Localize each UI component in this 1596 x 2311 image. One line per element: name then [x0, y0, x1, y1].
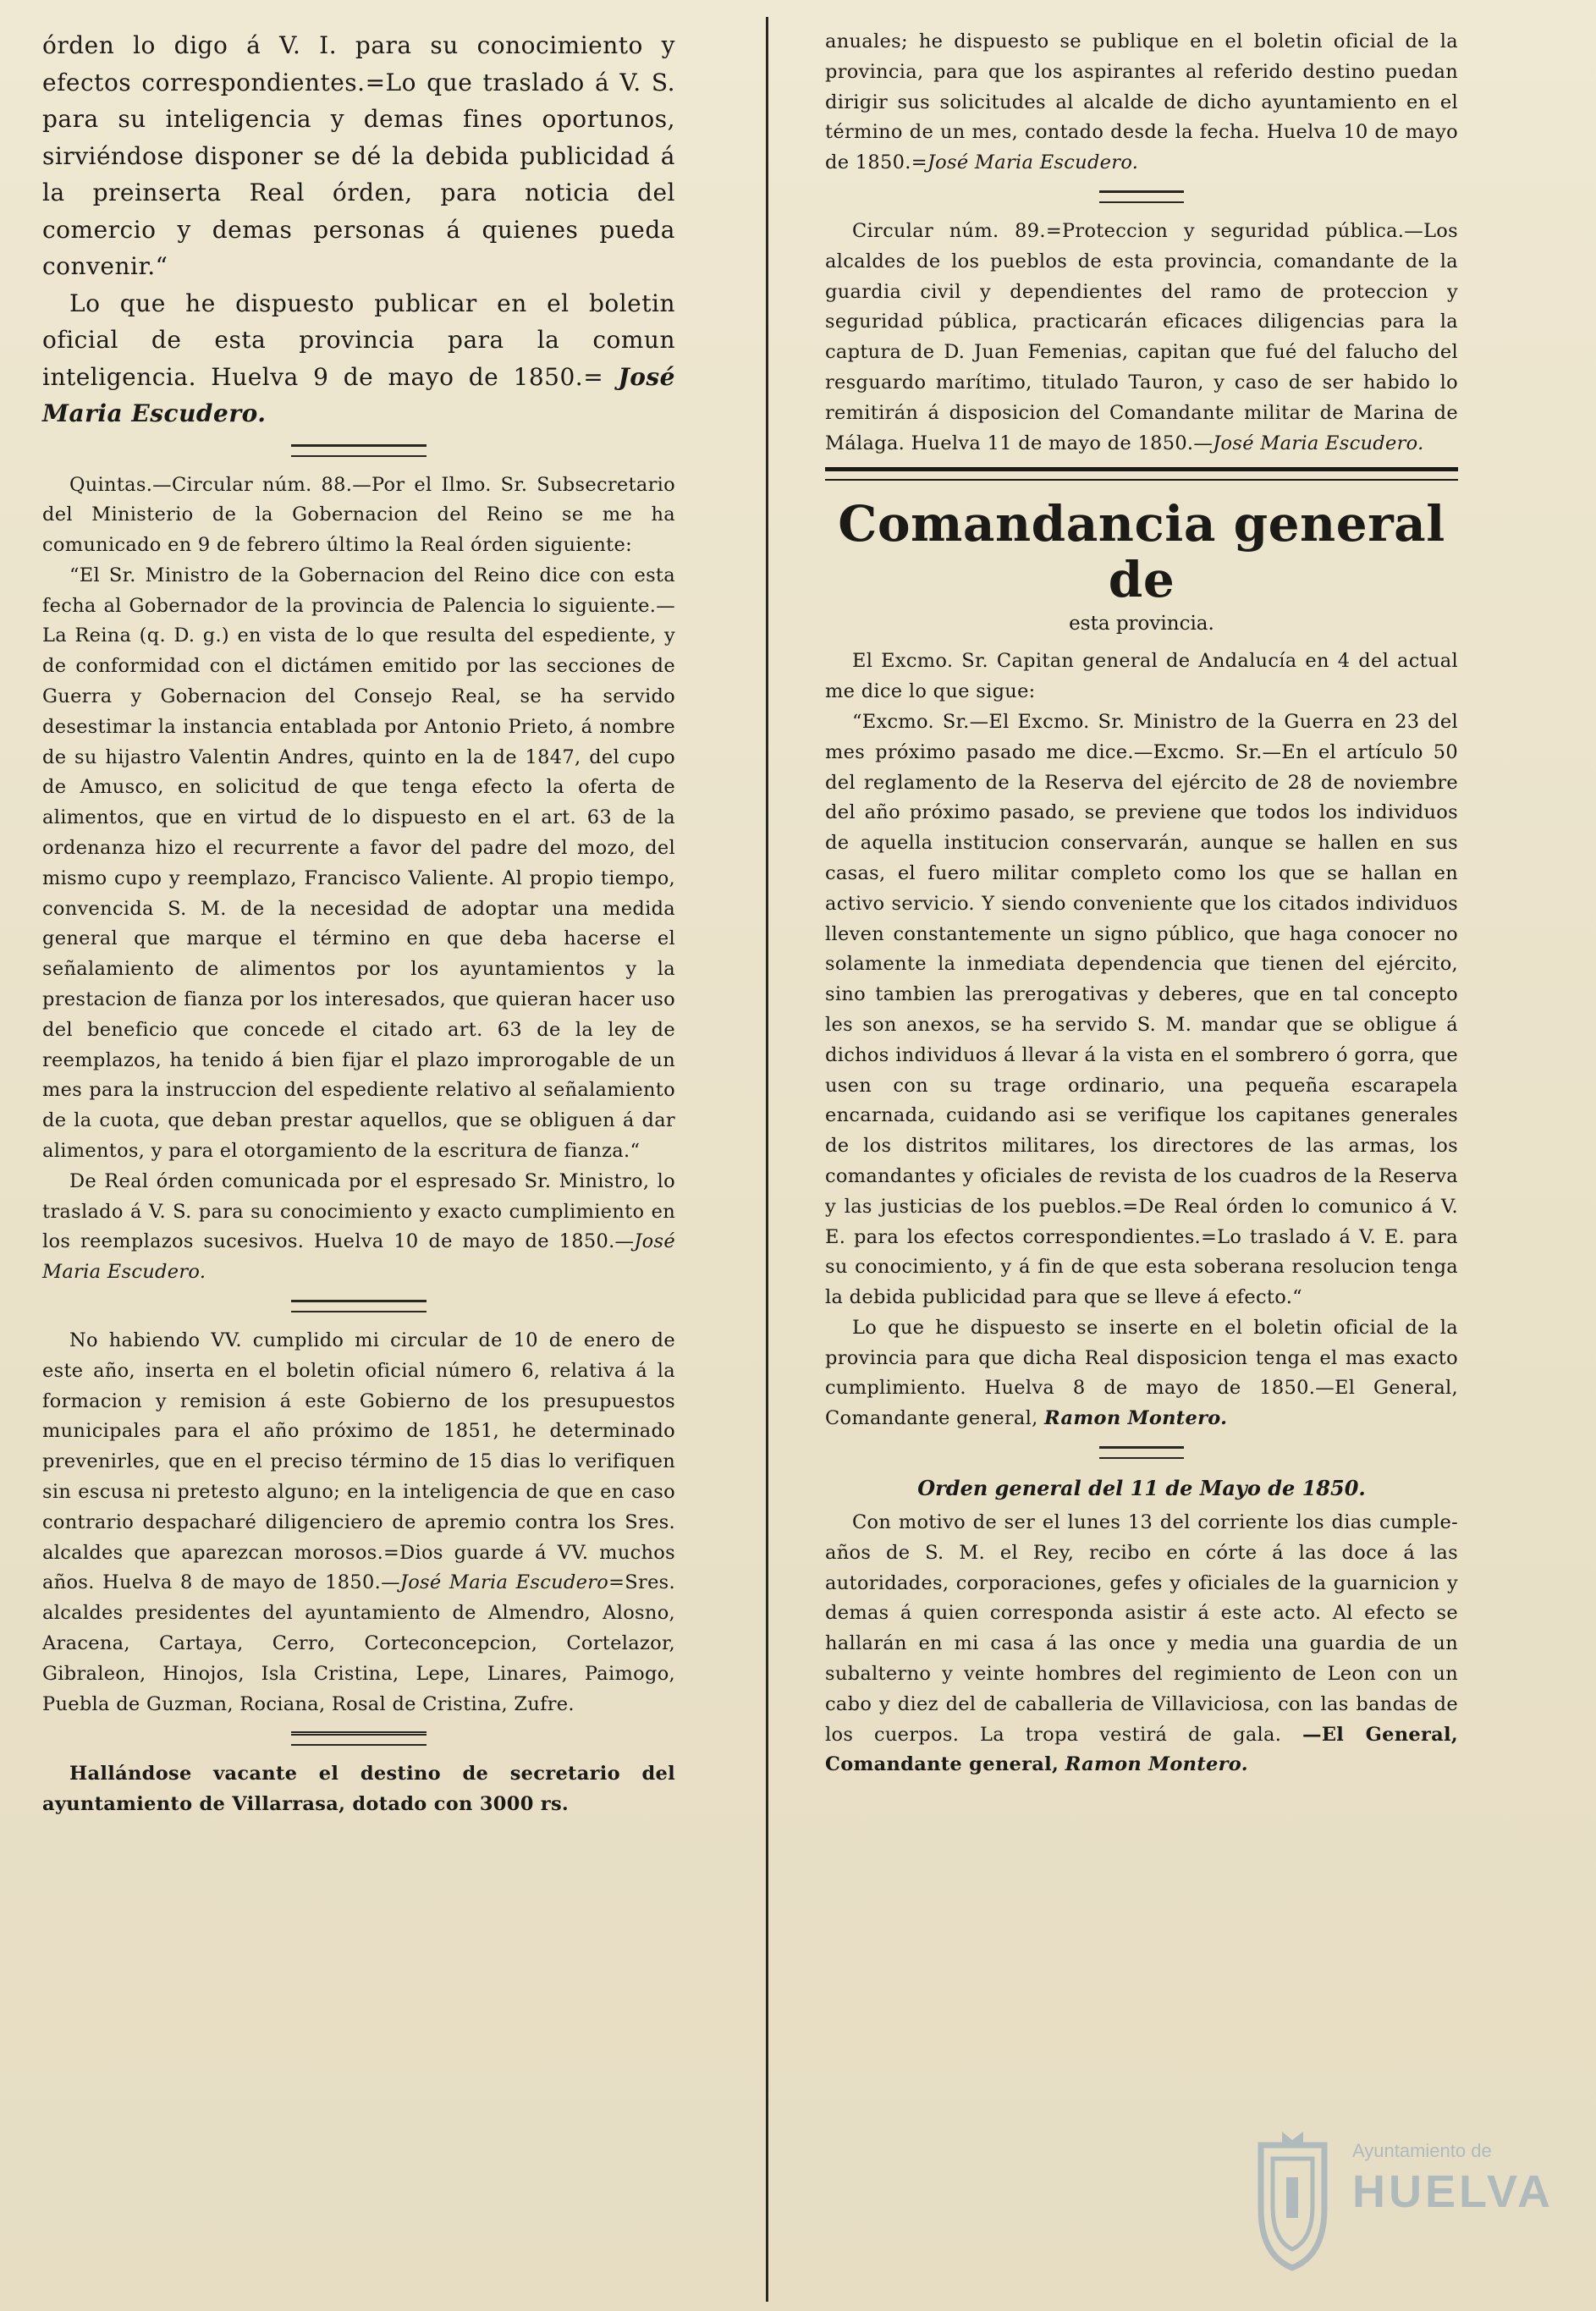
section-subheading: esta provincia.: [1069, 613, 1214, 636]
reserve-closing-text: Lo que he dispuesto se inserte en el boletin oficial de la provincia para que dicha Real disposicion tenga el mas exacto cumplimiento. Huelva 8 de mayo de 1850.—El General, Comandante general,: [825, 1316, 1458, 1430]
huelva-watermark: [1244, 2128, 1554, 2289]
column-divider: [766, 17, 768, 2302]
quintas-closing-text: De Real órden comunicada por el espresado Sr. Ministro, lo traslado á V. S. para su conocimiento y exacto cumplimiento en los reemplazos sucesivos. Huelva 10 de mayo de 1850.—: [42, 1169, 675, 1253]
circular-89: [825, 217, 1458, 459]
vacancy-notice-continuation: [825, 27, 1458, 179]
section-separator: [291, 444, 427, 457]
publication-notice-text: Lo que he dispuesto publicar en el boletin oficial de esta provincia para la comun inteligencia. Huelva 9 de mayo de 1850.=: [42, 289, 675, 391]
quintas-circular-intro: Quintas.—Circular núm. 88.—Por el Ilmo. Sr. Subsecretario del Ministerio de la Gobernacion del Reino se me ha comunicado en 9 de febrero último la Real órden siguiente:: [42, 473, 675, 557]
captain-general-intro: El Excmo. Sr. Capitan general de Andalucía en 4 del actual me dice lo que sigue:: [825, 650, 1458, 703]
section-separator: [291, 1731, 427, 1746]
watermark-city: HUELVA: [1352, 2166, 1554, 2217]
budgets-recipients: =Sres. alcaldes presidentes del ayuntamiento de Almendro, Alosno, Aracena, Cartaya, Cerro, Corteconcepcion, Cortelazor, Gibraleon, Hinojos, Isla Cristina, Lepe, Linares, Paimogo, Puebla de Guzman, Rociana, Rosal de Cristina, Zufre.: [42, 1571, 675, 1715]
signature: Ramon Montero.: [1044, 1407, 1228, 1430]
section-heading: Comandancia general de: [838, 495, 1445, 609]
budgets-text: No habiendo VV. cumplido mi circular de 10 de enero de este año, inserta en el boletin oficial número 6, relativa á la formacion y remision á este Gobierno de los presupuestos municipales para el año próximo de 1851, he determinado prevenirles, que en el preciso término de 15 dias lo verifiquen sin escusa ni pretesto alguno; en la inteligencia de que en caso contrario despacharé diligenciero de apremio contra los Sres. alcaldes que aparezcan morosos.=Dios guarde á VV. muchos años. Huelva 8 de mayo de 1850.—: [42, 1329, 675, 1594]
quintas-royal-order-quote: “El Sr. Ministro de la Gobernacion del Reino dice con esta fecha al Gobernador de la provincia de Palencia lo siguiente.—La Reina (q. D. g.) en vista de lo que resulta del espediente, y de conformidad con el dictámen emitido por las secciones de Guerra y Gobernacion del Consejo Real, se ha servido desestimar la instancia entablada por Antonio Prieto, á nombre de su hijastro Valentin Andres, quinto en la de 1847, del cupo de Amusco, en solicitud de que tenga efecto la oferta de alimentos, que en virtud de lo dispuesto en el art. 63 de la ordenanza hizo el recurrente a favor del padre del mozo, del mismo cupo y reemplazo, Francisco Valiente. Al propio tiempo, convencida S. M. de la necesidad de adoptar una medida general que marque el término en que deba hacerse el señalamiento de alimentos por los ayuntamientos y la prestacion de fianza por los interesados, que quieran hacer uso del beneficio que concede el citado art. 63 de la ley de reemplazos, ha tenido á bien fijar el plazo improrogable de un mes para la instruccion del espediente relativo al señalamiento de la cuota, que deban prestar aquellos, que se obliguen á dar alimentos, y para el otorgamiento de la escritura de fianza.“: [42, 564, 675, 1163]
signature: —José Maria Escudero.: [1193, 432, 1424, 454]
reserve-order-quote: “Excmo. Sr.—El Excmo. Sr. Ministro de la Guerra en 23 del mes próximo pasado me dice.—Excmo. Sr.—En el artículo 50 del reglamento de la Reserva del ejército de 28 de noviembre del año próximo pasado, se previene que todos los individuos de aquella institucion conservarán, aunque se hallen en sus casas, el fuero militar completo como los que se hallan en activo servicio. Y siendo conveniente que los citados individuos lleven constantemente un signo público, que haga conocer no solamente la inmediata dependencia que tienen del ejército, sino tambien las prerogativas y deberes, que en tal concepto les son anexos, se ha servido S. M. mandar que se obligue á dichos individuos á llevar á la vista en el sombrero ó gorra, que usen con su trage ordinario, una pequeña escarapela encarnada, cuidando asi se verifique los capitanes generales de los distritos militares, los directores de las armas, los comandantes y oficiales de revista de los cuadros de la Reserva y las justicias de los pueblos.=De Real órden lo comunico á V. E. para los efectos correspondientes.=Lo traslado á V. E. para su conocimiento, y á fin de que esta soberana resolucion tenga la debida publicidad para que se lleve á efecto.“: [825, 710, 1458, 1309]
left-column: [42, 27, 675, 1820]
general-order-title: Orden general del 11 de Mayo de 1850.: [917, 1476, 1366, 1501]
vacancy-text: anuales; he dispuesto se publique en el boletin oficial de la provincia, para que los aspirantes al referido destino puedan dirigir sus solicitudes al alcalde de dicho ayuntamiento en el término de un mes, contado desde la fecha. Huelva 10 de mayo de 1850.: [825, 30, 1458, 174]
municipal-budgets-notice: [42, 1326, 675, 1719]
quintas-circular-closing: [42, 1167, 675, 1288]
general-order-text: [825, 1508, 1458, 1780]
secretary-vacancy-notice: Hallándose vacante el destino de secretario del ayuntamiento de Villarrasa, dotado con 3000 rs.: [42, 1763, 675, 1816]
signature: Ramon Montero.: [1065, 1753, 1248, 1776]
section-separator: [1099, 1446, 1184, 1459]
huelva-coat-of-arms-icon: [1244, 2128, 1341, 2272]
general-order-body: Con motivo de ser el lunes 13 del corriente los dias cumple-años de S. M. el Rey, recibo en córte á las doce á las autoridades, corporaciones, gefes y oficiales de la guarnicion y demas á quien corresponda asistir á este acto. Al efecto se hallarán en mi casa á las once y media una guardia de un subalterno y veinte hombres del regimiento de Leon con un cabo y diez del de caballeria de Villaviciosa, con las bandas de los cuerpos. La tropa vestirá de gala.: [825, 1511, 1458, 1746]
royal-order-ending: órden lo digo á V. I. para su conocimiento y efectos correspondientes.=Lo que traslado á V. S. para su inteligencia y demas fines oportunos, sirviéndose disponer se dé la debida publicidad á la preinserta Real órden, para noticia del comercio y demas personas á quienes pueda convenir.“: [42, 31, 675, 280]
signature: José Maria Escudero.: [42, 1230, 675, 1284]
general-order-ending: —El General, Comandante general,: [825, 1723, 1458, 1776]
circular-89-text: Circular núm. 89.=Proteccion y seguridad pública.—Los alcaldes de los pueblos de esta provincia, comandante de la guardia civil y dependientes del ramo de proteccion y seguridad pública, practicarán eficaces diligencias para la captura de D. Juan Femenias, capitan que fué del falucho del resguardo marítimo, titulado Tauron, y caso de ser habido lo remitirán á disposicion del Comandante militar de Marina de Málaga. Huelva 11 de mayo de 1850.: [825, 219, 1458, 454]
heavy-rule: [825, 467, 1458, 481]
section-separator: [1099, 190, 1184, 203]
reserve-order-closing: [825, 1313, 1458, 1434]
signature: José Maria Escudero.: [42, 362, 675, 427]
signature: =José Maria Escudero.: [911, 151, 1139, 174]
watermark-line1: Ayuntamiento de: [1352, 2140, 1492, 2161]
section-separator: [291, 1300, 427, 1312]
publication-notice: [42, 285, 675, 432]
right-column: [825, 27, 1458, 1780]
signature: José Maria Escudero: [399, 1571, 609, 1594]
